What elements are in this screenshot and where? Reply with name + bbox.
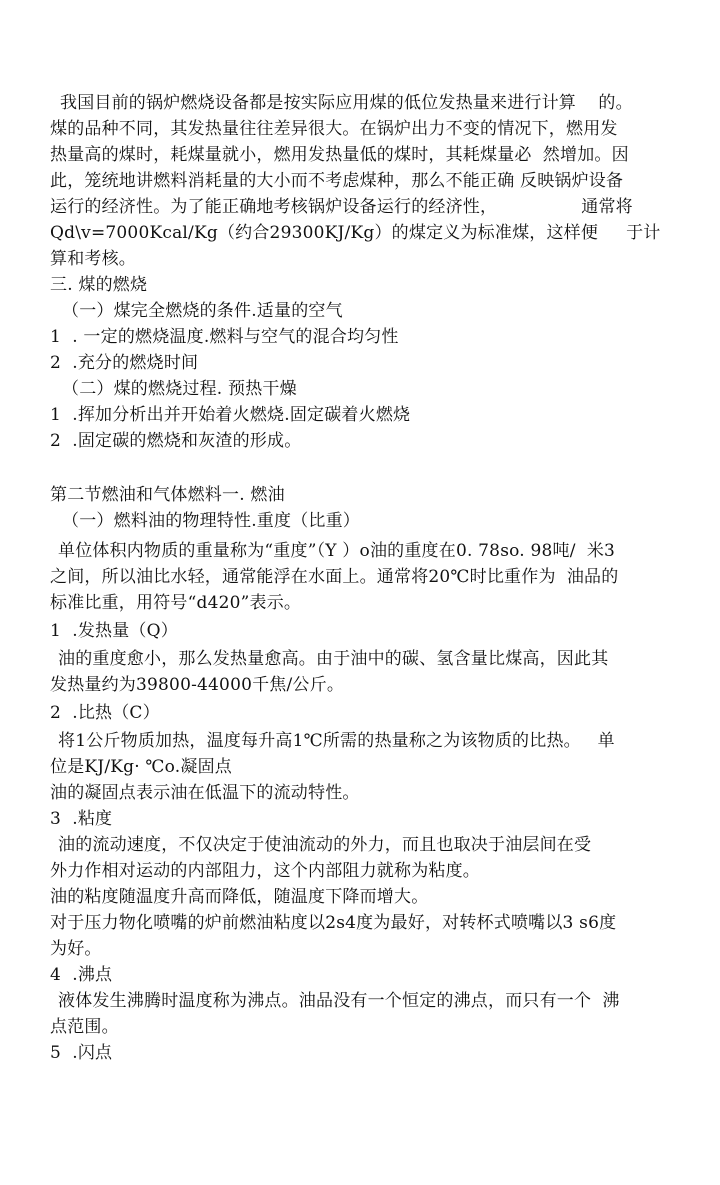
paragraph-line: 液体发生沸腾时温度称为沸点。油品没有一个恒定的沸点，而只有一个 沸	[58, 991, 620, 1011]
paragraph-line: 之间，所以油比水轻，通常能浮在水面上。通常将20℃时比重作为 油品的	[50, 567, 619, 587]
subsection-heading: （一）燃料油的物理特性.重度（比重）	[62, 511, 361, 531]
paragraph-line: 将1公斤物质加热，温度每升高1℃所需的热量称之为该物质的比热。 单	[58, 731, 615, 751]
list-item: 5 .闪点	[50, 1043, 113, 1063]
list-item: 3 .粘度	[50, 809, 113, 829]
list-item: 4 .沸点	[50, 965, 113, 985]
subsection-heading: （一）煤完全燃烧的条件.适量的空气	[62, 301, 343, 321]
list-item: 1 .发热量（Q）	[50, 621, 178, 641]
list-item: 2 .充分的燃烧时间	[50, 353, 199, 373]
paragraph-line: 煤的品种不同，其发热量往往差异很大。在锅炉出力不变的情况下，燃用发	[50, 119, 618, 139]
list-item: 2 .比热（C）	[50, 703, 160, 723]
paragraph-line: 我国目前的锅炉燃烧设备都是按实际应用煤的低位发热量来进行计算 的。	[60, 93, 633, 113]
list-item: 1 .挥加分析出并开始着火燃烧.固定碳着火燃烧	[50, 405, 411, 425]
list-item: 1 . 一定的燃烧温度.燃料与空气的混合均匀性	[50, 327, 399, 347]
subsection-heading: （二）煤的燃烧过程. 预热干燥	[62, 379, 297, 399]
paragraph-line: 对于压力物化喷嘴的炉前燃油粘度以2s4度为最好，对转杯式喷嘴以3 s6度	[50, 913, 617, 933]
paragraph-line: 发热量约为39800-44000千焦/公斤。	[50, 675, 345, 695]
paragraph-line: 油的粘度随温度升高而降低，随温度下降而增大。	[50, 887, 429, 907]
paragraph-line: 位是KJ/Kg· ℃o.凝固点	[50, 757, 232, 777]
section-heading: 三. 煤的燃烧	[50, 275, 148, 295]
paragraph-line: 为好。	[50, 939, 102, 959]
paragraph-line: 热量高的煤时，耗煤量就小，燃用发热量低的煤时，其耗煤量必 然增加。因	[50, 145, 629, 165]
paragraph-line: 单位体积内物质的重量称为“重度”（Y ）o油的重度在0. 78so. 98吨/ 米3	[58, 541, 616, 561]
paragraph-line: 标准比重，用符号“d420”表示。	[50, 593, 302, 613]
paragraph-line: 算和考核。	[50, 249, 136, 269]
paragraph-line: 运行的经济性。为了能正确地考核锅炉设备运行的经济性， 通常将	[50, 197, 633, 217]
paragraph-line: 点范围。	[50, 1017, 119, 1037]
paragraph-line: 油的流动速度，不仅决定于使油流动的外力，而且也取决于油层间在受	[58, 835, 592, 855]
paragraph-line: 油的重度愈小，那么发热量愈高。由于油中的碳、氢含量比煤高，因此其	[58, 649, 609, 669]
section-heading: 第二节燃油和气体燃料一. 燃油	[50, 485, 285, 505]
list-item: 2 .固定碳的燃烧和灰渣的形成。	[50, 431, 302, 451]
paragraph-line: 外力作相对运动的内部阻力，这个内部阻力就称为粘度。	[50, 861, 480, 881]
paragraph-line: 油的凝固点表示油在低温下的流动特性。	[50, 783, 360, 803]
paragraph-line: 此，笼统地讲燃料消耗量的大小而不考虑煤种，那么不能正确 反映锅炉设备	[50, 171, 624, 191]
paragraph-line: Qd\v=7000Kcal/Kg（约合29300KJ/Kg）的煤定义为标准煤，这样便 于计	[50, 223, 661, 243]
